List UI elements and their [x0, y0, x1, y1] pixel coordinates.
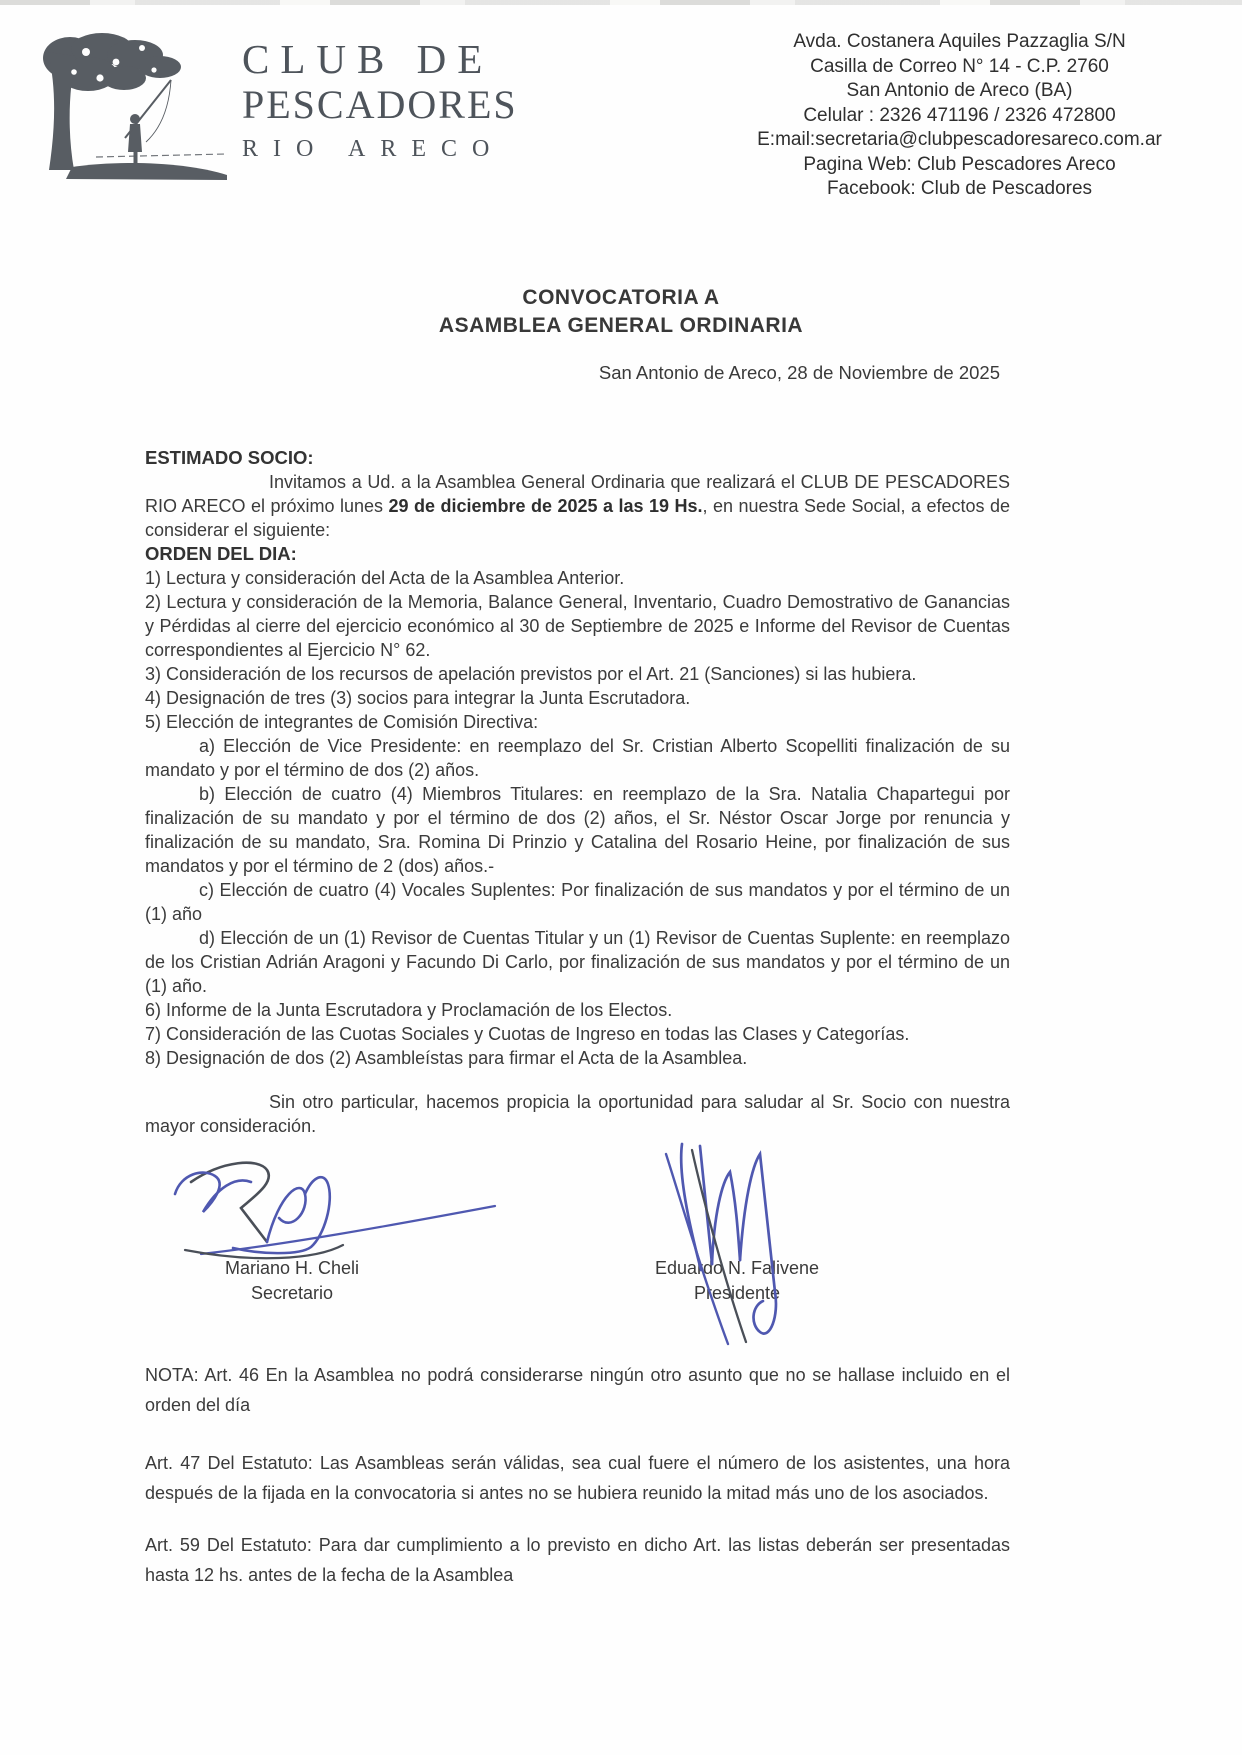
agenda-item-3: 3) Consideración de los recursos de apelación previstos por el Art. 21 (Sanciones) si las hubiera.: [145, 663, 917, 684]
agenda-subitem-d: d) Elección de un (1) Revisor de Cuentas Titular y un (1) Revisor de Cuentas Suplente: en reemplazo de los Cristian Adrián Aragoni y Facundo Di Carlo, por finalización de sus mandatos y por el término de un (1) año.: [145, 927, 1010, 996]
contact-facebook: Facebook: Club de Pescadores: [826, 178, 1093, 199]
contact-city: San Antonio de Areco (BA): [846, 80, 1073, 101]
scanner-edge-artifact: [0, 0, 1242, 5]
club-name: [242, 28, 518, 170]
agenda-item-2: 2) Lectura y consideración de la Memoria, Balance General, Inventario, Cuadro Demostrativo de Ganancias y Pérdidas al cierre del ejercicio económico al 30 de Septiembre de 2025 e Informe del Revisor de Cuentas correspondientes al Ejercicio N° 62.: [145, 591, 1010, 660]
contact-web: Pagina Web: Club Pescadores Areco: [803, 153, 1116, 175]
letterhead: [0, 0, 1242, 202]
agenda-item-5: 5) Elección de integrantes de Comisión Directiva:: [145, 711, 539, 732]
title-line2: ASAMBLEA GENERAL ORDINARIA: [438, 313, 804, 337]
secretary-signature-icon: [163, 1150, 508, 1262]
club-name-line2: PESCADORES: [242, 82, 518, 127]
agenda-heading: ORDEN DEL DIA:: [145, 542, 297, 564]
fisherman-tree-logo-icon: [38, 28, 228, 185]
note-art-46: NOTA: Art. 46 En la Asamblea no podrá considerarse ningún otro asunto que no se hallase incluido en el orden del día: [145, 1364, 1010, 1415]
president-name: Eduardo N. Falivene: [654, 1257, 820, 1278]
contact-email: E:mail:secretaria@clubpescadoresareco.com.ar: [757, 129, 1162, 150]
president-signature-icon: [648, 1142, 798, 1350]
salutation: ESTIMADO SOCIO:: [145, 446, 314, 468]
president-signblock: [622, 1256, 852, 1306]
intro-date-bold: 29 de diciembre de 2025 a las 19 Hs.: [388, 495, 703, 516]
contact-po-box: Casilla de Correo N° 14 - C.P. 2760: [810, 55, 1109, 77]
closing-paragraph: Sin otro particular, hacemos propicia la oportunidad para saludar al Sr. Socio con nuestra mayor consideración.: [145, 1091, 1010, 1136]
agenda-item-4: 4) Designación de tres (3) socios para integrar la Junta Escrutadora.: [145, 687, 691, 708]
club-name-line3: RIO ARECO: [242, 136, 505, 162]
agenda-item-7: 7) Consideración de las Cuotas Sociales y Cuotas de Ingreso en todas las Clases y Categorías.: [145, 1023, 910, 1044]
secretary-role: Secretario: [250, 1282, 334, 1303]
president-role: Presidente: [693, 1282, 781, 1303]
agenda-item-1: 1) Lectura y consideración del Acta de la Asamblea Anterior.: [145, 567, 625, 588]
club-name-line1: CLUB DE: [242, 36, 494, 82]
agenda-subitem-b: b) Elección de cuatro (4) Miembros Titulares: en reemplazo de la Sra. Natalia Chapartegui por finalización de su mandato y por el término de dos (2) años, el Sr. Néstor Oscar Jorge por renuncia y finalización de su mandato, Sra. Romina Di Prinzio y Catalina del Rosario Heine, por finalización de sus mandatos y por el término de 2 (dos) años.-: [145, 783, 1010, 876]
document-title: [0, 284, 1242, 340]
secretary-name: Mariano H. Cheli: [224, 1257, 360, 1278]
secretary-signblock: [177, 1256, 407, 1306]
contact-phone: Celular : 2326 471196 / 2326 472800: [803, 104, 1116, 126]
signature-section: [145, 1138, 1010, 1350]
agenda-subitem-c: c) Elección de cuatro (4) Vocales Suplentes: Por finalización de sus mandatos y por el término de un (1) año: [145, 879, 1010, 924]
intro-part2: , en nuestra Sede Social, a efectos de considerar el siguiente:: [145, 495, 1010, 540]
contact-address: Avda. Costanera Aquiles Pazzaglia S/N: [793, 31, 1126, 52]
agenda-item-6: 6) Informe de la Junta Escrutadora y Proclamación de los Electos.: [145, 999, 673, 1020]
dateline: San Antonio de Areco, 28 de Noviembre de 2025: [598, 361, 1000, 383]
statute-notes: [145, 1360, 1010, 1590]
intro-part1: Invitamos a Ud. a la Asamblea General Ordinaria que realizará el CLUB DE PESCADORES RIO ARECO el próximo lunes: [145, 471, 1010, 516]
title-line1: CONVOCATORIA A: [522, 285, 720, 309]
letter-body: [145, 446, 1010, 1138]
contact-block: [707, 28, 1212, 202]
agenda-subitem-a: a) Elección de Vice Presidente: en reemplazo del Sr. Cristian Alberto Scopelliti finalización de su mandato y por el término de dos (2) años.: [145, 735, 1010, 780]
intro-paragraph: [145, 470, 1010, 542]
agenda-item-8: 8) Designación de dos (2) Asambleístas para firmar el Acta de la Asamblea.: [145, 1047, 748, 1068]
note-art-59: Art. 59 Del Estatuto: Para dar cumplimiento a lo previsto en dicho Art. las listas deberán ser presentadas hasta 12 hs. antes de la fecha de la Asamblea: [145, 1534, 1010, 1585]
note-art-47: Art. 47 Del Estatuto: Las Asambleas serán válidas, sea cual fuere el número de los asistentes, una hora después de la fijada en la convocatoria si antes no se hubiera reunido la mitad más uno de los asociados.: [145, 1452, 1010, 1503]
